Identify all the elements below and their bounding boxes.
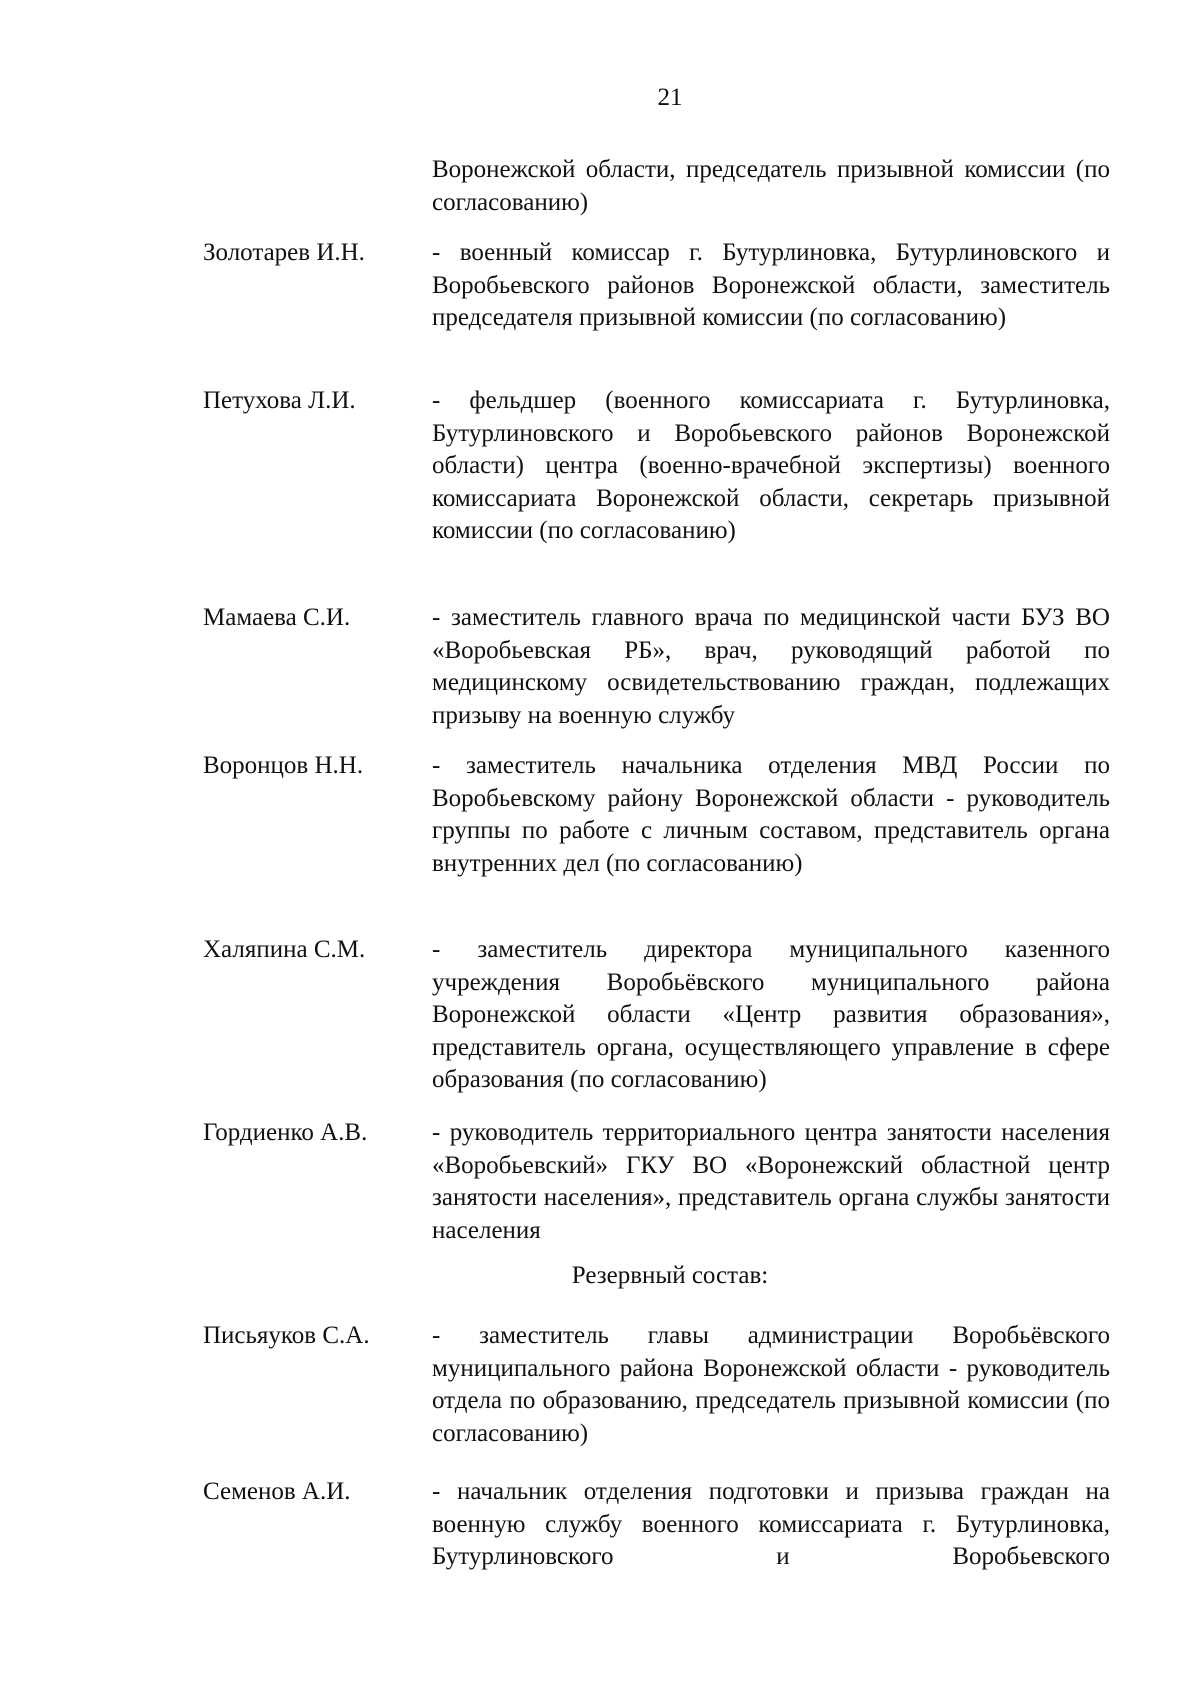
member-name: Мамаева С.И. bbox=[203, 604, 351, 631]
member-role: - заместитель главного врача по медицинской части БУЗ ВО «Воробьевская РБ», врач, руководящий работой по медицинскому освидетельствованию граждан, подлежащих призыву на военную службу bbox=[432, 604, 1110, 729]
continuation-text: Воронежской области, председатель призывной комиссии (по согласованию) bbox=[432, 156, 1110, 216]
member-role: - начальник отделения подготовки и призыва граждан на военную службу военного комиссариата г. Бутурлиновка, Бутурлиновского и Воробьевского bbox=[432, 1478, 1110, 1570]
member-name: Золотарев И.Н. bbox=[203, 239, 365, 266]
member-role: - руководитель территориального центра занятости населения «Воробьевский» ГКУ ВО «Воронежский областной центр занятости населения», представитель органа службы занятости населения bbox=[432, 1119, 1110, 1244]
page-number: 21 bbox=[657, 84, 683, 111]
member-name: Гордиенко А.В. bbox=[203, 1119, 368, 1146]
member-role: - заместитель главы администрации Воробьёвского муниципального района Воронежской области - руководитель отдела по образованию, председатель призывной комиссии (по согласованию) bbox=[432, 1322, 1110, 1447]
member-role: - военный комиссар г. Бутурлиновка, Бутурлиновского и Воробьевского районов Воронежской области, заместитель председателя призывной комиссии (по согласованию) bbox=[432, 239, 1110, 331]
member-role: - заместитель директора муниципального казенного учреждения Воробьёвского муниципального района Воронежской области «Центр развития образования», представитель органа, осуществляющего управление в сфере образования (по согласованию) bbox=[432, 936, 1110, 1093]
reserve-section-title: Резервный состав: bbox=[571, 1262, 769, 1289]
member-name: Халяпина С.М. bbox=[203, 936, 366, 963]
member-role: - фельдшер (военного комиссариата г. Бутурлиновка, Бутурлиновского и Воробьевского районов Воронежской области) центра (военно-врачебной экспертизы) военного комиссариата Воронежской области, секретарь призывной комиссии (по согласованию) bbox=[432, 387, 1110, 544]
member-name: Письяуков С.А. bbox=[203, 1322, 370, 1349]
member-role: - заместитель начальника отделения МВД России по Воробьевскому району Воронежской области - руководитель группы по работе с личным составом, представитель органа внутренних дел (по согласованию) bbox=[432, 752, 1110, 877]
member-name: Петухова Л.И. bbox=[203, 387, 356, 414]
member-name: Семенов А.И. bbox=[203, 1478, 351, 1505]
member-name: Воронцов Н.Н. bbox=[203, 752, 364, 779]
